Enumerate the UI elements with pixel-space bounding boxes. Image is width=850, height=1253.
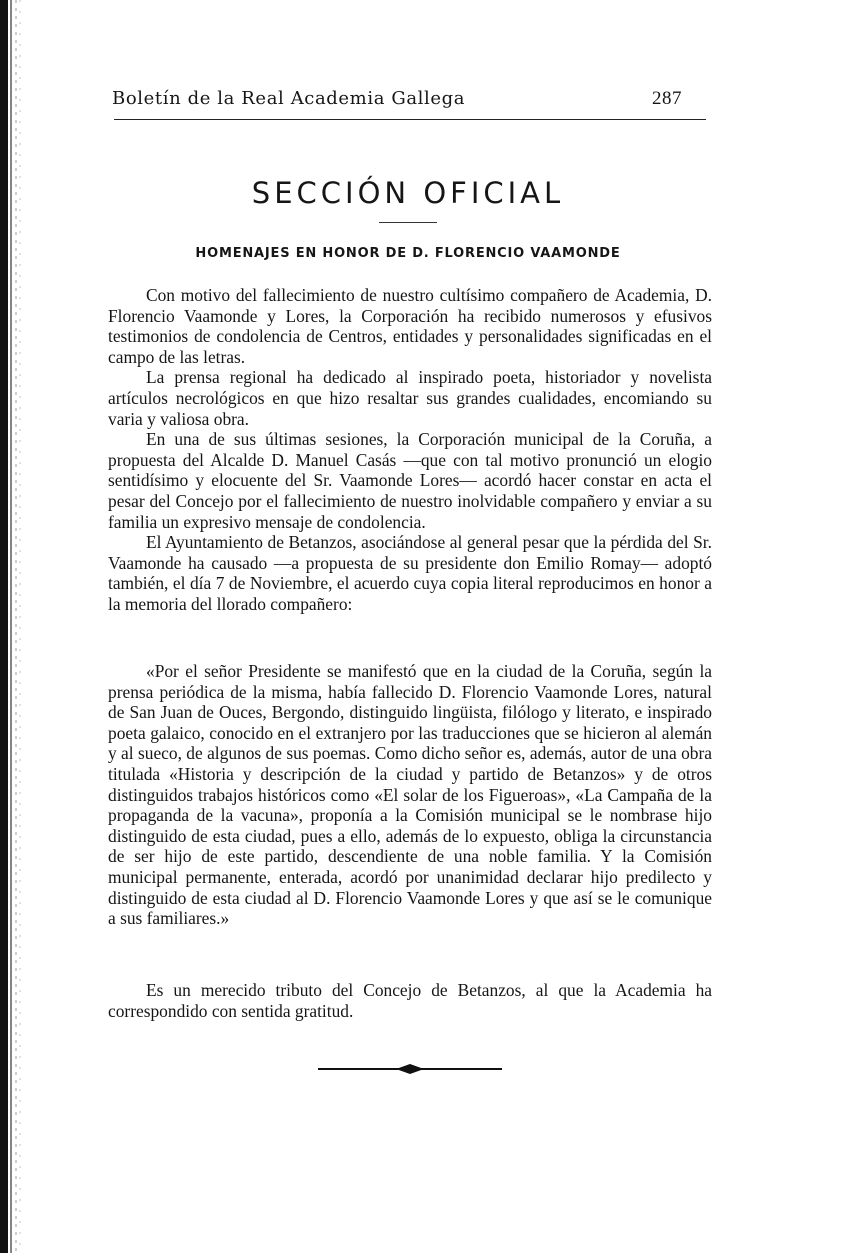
quote-paragraph: «Por el señor Presidente se manifestó que en la ciudad de la Coruña, según la prensa periódica de la misma, había fallecido D. Florencio Vaamonde Lores, natural de San Juan de Ouces, Bergondo, distinguido lingüista, filólogo y literato, e inspirado poeta galaico, conocido en el extranjero por las traducciones que se hicieron al alemán y al sueco, de algunos de sus poemas. Como dicho señor es, además, autor de una obra titulada «Historia y descripción de la ciudad y partido de Betanzos» y de otros distinguidos trabajos históricos como «El solar de los Figueroas», «La Campaña de la propaganda de la vacuna», proponía a la Comisión municipal se le nombrase hijo distinguido de esta ciudad, pues a ello, además de lo expuesto, obliga la circunstancia de ser hijo de este partido, descendiente de una noble familia. Y la Comisión municipal permanente, enterada, acordó por unanimidad declarar hijo predilecto y distinguido de esta ciudad al D. Florencio Vaamonde Lores y que así se le comunique a sus familiares.» (108, 661, 712, 929)
paragraph: Con motivo del fallecimiento de nuestro cultísimo compañero de Academia, D. Florencio Vaamonde y Lores, la Corporación ha recibido numerosos y efusivos testimonios de condolencia de Centros, entidades y personalidades significadas en el campo de las letras. (108, 285, 712, 367)
header-rule (114, 119, 706, 120)
closing-paragraph: Es un merecido tributo del Concejo de Betanzos, al que la Academia ha correspondido con sentida gratitud. (108, 980, 712, 1021)
paragraph: El Ayuntamiento de Betanzos, asociándose al general pesar que la pérdida del Sr. Vaamonde ha causado —a propuesta de su presidente don Emilio Romay— adoptó también, el día 7 de Noviembre, el acuerdo cuya copia literal reproducimos en honor a la memoria del llorado compañero: (108, 532, 712, 614)
closing-remark (108, 980, 712, 1021)
article-body (108, 285, 712, 615)
section-subtitle: HOMENAJES EN HONOR DE D. FLORENCIO VAAMONDE (195, 246, 621, 261)
paragraph: En una de sus últimas sesiones, la Corporación municipal de la Coruña, a propuesta del Alcalde D. Manuel Casás —que con tal motivo pronunció un elogio sentidísimo y elocuente del Sr. Vaamonde Lores— acordó hacer constar en acta el pesar del Concejo por el fallecimiento de nuestro inolvidable compañero y enviar a su familia un expresivo mensaje de condolencia. (108, 429, 712, 532)
paragraph: La prensa regional ha dedicado al inspirado poeta, historiador y novelista artículos necrológicos en que hizo resaltar sus grandes cualidades, encomiando su varia y valiosa obra. (108, 367, 712, 429)
page-number: 287 (652, 88, 682, 109)
page-binding-edge (0, 0, 26, 1253)
quoted-resolution (108, 661, 712, 929)
title-rule (379, 222, 437, 223)
running-title: Boletín de la Real Academia Gallega (112, 88, 466, 109)
end-ornament (318, 1062, 502, 1076)
section-title: SECCIÓN OFICIAL (251, 176, 565, 210)
